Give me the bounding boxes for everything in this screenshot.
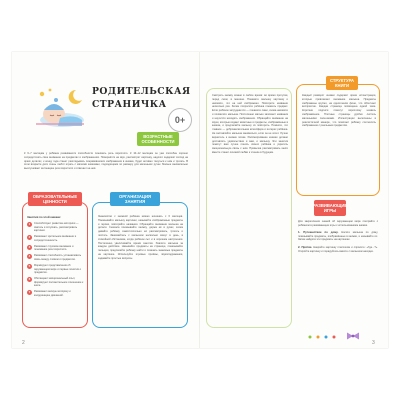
tag-structure: СТРУКТУРА КНИГИ	[326, 76, 358, 90]
games-section	[298, 220, 378, 326]
sleeping-baby-illustration	[30, 84, 88, 130]
list-item: 1 Способствуют развитию моторики — хватать и отпускать, рассматривать картинки.	[28, 222, 79, 233]
title-line-2: СТРАНИЧКА	[92, 98, 167, 110]
list-item: 3 Развивают слуховое внимание и понимание речи взрослого.	[28, 244, 74, 252]
game-2	[298, 246, 378, 253]
game-2-text: Накройте картинку платочком и спросите: «Где...?». Откройте картинку и порадуйтесь вместе с малышом находке.	[298, 245, 378, 253]
list-item: 2 Развивают зрительное внимание и сосредоточенность.	[28, 235, 77, 242]
game-2-title: 2. Прятки.	[298, 244, 313, 249]
educational-intro: Занятия по этой книжке:	[27, 215, 62, 219]
list-item: 5 Формируют представления об окружающем мире и первые понятия о предметах.	[28, 263, 82, 275]
tag-organization: ОРГАНИЗАЦИЯ ЗАНЯТИЯ	[110, 192, 160, 206]
organization-text: Знакомство с книжкой ребёнка можно начинать с 6 месяцев. Показывайте малышу картинки, называйте изображённые предметы и героев, повторяйте названия. Обращайте внимание малыша на детали. Сначала показывайте книжку, держа её в руках, затем давайте ребёнку самостоятельно её рассматривать, трогать и листать. Занимайтесь с малышом несколько минут в день, в спокойной обстановке, когда ребёнок сыт и в хорошем настроении. Постепенно увеличивайте время занятия. Хвалите малыша за каждое действие. Называйте предметы на странице, показывайте пальцем, предлагайте ребёнку найти и показать знакомые предметы на картинке. Используйте игровые приёмы, звукоподражания, задавайте простые вопросы.	[98, 215, 183, 260]
tag-games: РАЗВИВАЮЩИЕ ИГРЫ	[314, 200, 346, 216]
decorative-dots	[308, 335, 342, 339]
page-title	[92, 86, 204, 111]
game-1-text: Носите малыша по дому, показывайте предметы, изображённые в книжке, и называйте их. Затем найдите эти предметы на картинках.	[298, 231, 378, 242]
educational-list	[27, 215, 85, 325]
page-number-right: 3	[372, 340, 375, 346]
age-badge: 0+	[168, 108, 192, 132]
page-number-left: 2	[22, 340, 25, 346]
game-1-title: 1. Путешествие по дому.	[298, 230, 339, 235]
title-line-1: РОДИТЕЛЬСКАЯ	[92, 86, 191, 97]
intro-paragraph: К 6–7 месяцам у ребёнка развиваются способности понимать речь взрослого. К 10–12 месяцам он уже способен хорошо сосредоточить свое внимание на предметах и изображениях. Повернётся на звук, рассмотрит картинку, надолго задержит взгляд на ярких деталях, к концу года станет разглядывать понравившиеся изображения в книжке, будет активно тянуться к ним и трогать. В этом возрасте дети очень любят играть с мягкими книжками, подходящими по размеру для маленьких ручек. Малыш внимательно выслушивает интонацию речи взрослого и отвечает на неё.	[24, 152, 188, 171]
right-column-text: Смотреть книжку можно в любое время: во время прогулки, перед сном, в машине. Покажите малышу картинку и назовите, что на ней изображено. Повторите название несколько раз. Затем попросите ребёнка показать предмет. Если ребёнок затрудняется — покажите сами, снова назовите и похвалите малыша. Постепенно малыш запомнит названия и научится находить изображения. Обращайте внимание на звуки, которые издают животные и предметы, изображённые в книжке, и предлагайте малышу их повторить. Помните, что главное — доброжелательная атмосфера и интерес ребёнка. Не заставляйте малыша заниматься, если он не хочет. Лучше вернитесь к книжке позже. Рассматривание книжки должно доставлять удовольствие и вам, и малышу. Эти занятия помогут вам лучше понять своего ребёнка и укрепить эмоциональную связь с ним. Привычка рассматривать книги вместе станет основой любви к чтению в будущем.	[212, 94, 288, 154]
tag-educational: ОБРАЗОВАТЕЛЬНЫЕ ЦЕННОСТИ	[28, 192, 82, 206]
list-item: 4 Развивают способность устанавливать связь между словом и предметом.	[28, 254, 82, 261]
list-item: 6 Обогащают эмоциональный опыт, формируют положительное отношение к книге.	[28, 277, 84, 288]
game-1	[298, 231, 378, 242]
bow-icon	[346, 332, 360, 340]
list-item: 7 Развивают мелкую моторику и координацию движений.	[28, 290, 71, 297]
structure-text: Каждый разворот книжки содержит яркие иллюстрации, которые привлекают внимание малыша. Предметы изображены крупно, на однотонном фоне, что облегчает восприятие. Каждая страница посвящена одной теме. Короткие подписи помогут взрослому назвать изображённое. Плотные страницы удобно листать маленькими пальчиками. Иллюстрации выполнены в реалистичной манере, что помогает ребёнку соотносить изображение с реальным предметом.	[302, 94, 376, 128]
tag-age-features: ВОЗРАСТНЫЕ ОСОБЕННОСТИ	[137, 132, 179, 146]
games-intro: Для закрепления знаний об окружающем мире поиграйте с ребёнком в развивающие игры с использованием книжки.	[298, 220, 378, 227]
